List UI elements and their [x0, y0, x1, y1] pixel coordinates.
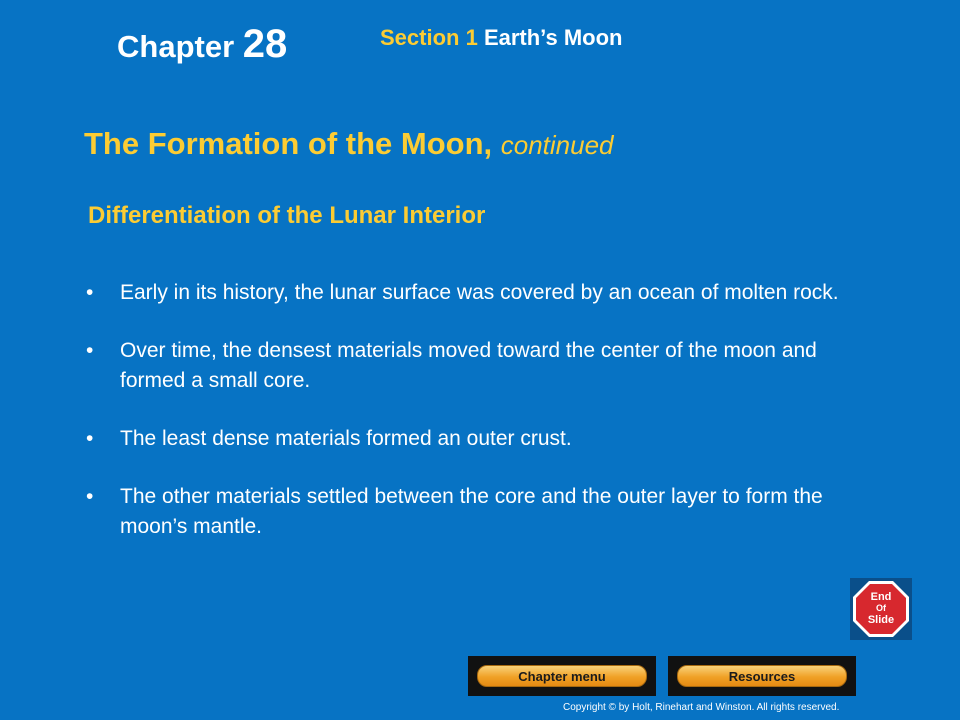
- chapter-label: Chapter: [117, 29, 235, 64]
- slide-title-suffix: continued: [500, 130, 614, 160]
- resources-button[interactable]: [668, 656, 856, 696]
- section-title: [380, 25, 622, 51]
- copyright-text: Copyright © by Holt, Rinehart and Winston. All rights reserved.: [563, 702, 840, 713]
- slide-title-main: The Formation of the Moon,: [84, 126, 493, 161]
- bullet-symbol: •: [86, 339, 94, 362]
- chapter-number: 28: [242, 22, 288, 66]
- resources-label: Resources: [677, 665, 847, 687]
- bullet-list: [86, 278, 886, 570]
- bullet-text: The least dense materials formed an outer crust.: [120, 427, 572, 450]
- chapter-menu-button[interactable]: [468, 656, 656, 696]
- chapter-menu-label: Chapter menu: [477, 665, 647, 687]
- bullet-symbol: •: [86, 485, 94, 508]
- chapter-title: [117, 22, 287, 67]
- end-slide-line2: Of: [876, 603, 886, 613]
- bullet-symbol: •: [86, 281, 94, 304]
- bullet-text: The other materials settled between the core and the outer layer to form the moon’s mantle.: [120, 485, 823, 538]
- bullet-item: [86, 278, 886, 308]
- section-name: Earth’s Moon: [483, 25, 623, 50]
- section-label: Section 1: [380, 25, 478, 50]
- end-slide-line1: End: [870, 591, 892, 603]
- bullet-text: Early in its history, the lunar surface was covered by an ocean of molten rock.: [120, 281, 839, 304]
- end-of-slide-button[interactable]: [850, 578, 912, 640]
- stop-sign-icon: [852, 580, 910, 638]
- slide-title: [84, 126, 614, 162]
- bullet-item: [86, 424, 886, 454]
- slide-subheading: Differentiation of the Lunar Interior: [88, 202, 486, 229]
- bullet-item: [86, 482, 886, 542]
- bullet-text: Over time, the densest materials moved toward the center of the moon and formed a small core.: [120, 339, 817, 392]
- end-slide-line3: Slide: [867, 614, 895, 626]
- bullet-item: [86, 336, 886, 396]
- bullet-symbol: •: [86, 427, 94, 450]
